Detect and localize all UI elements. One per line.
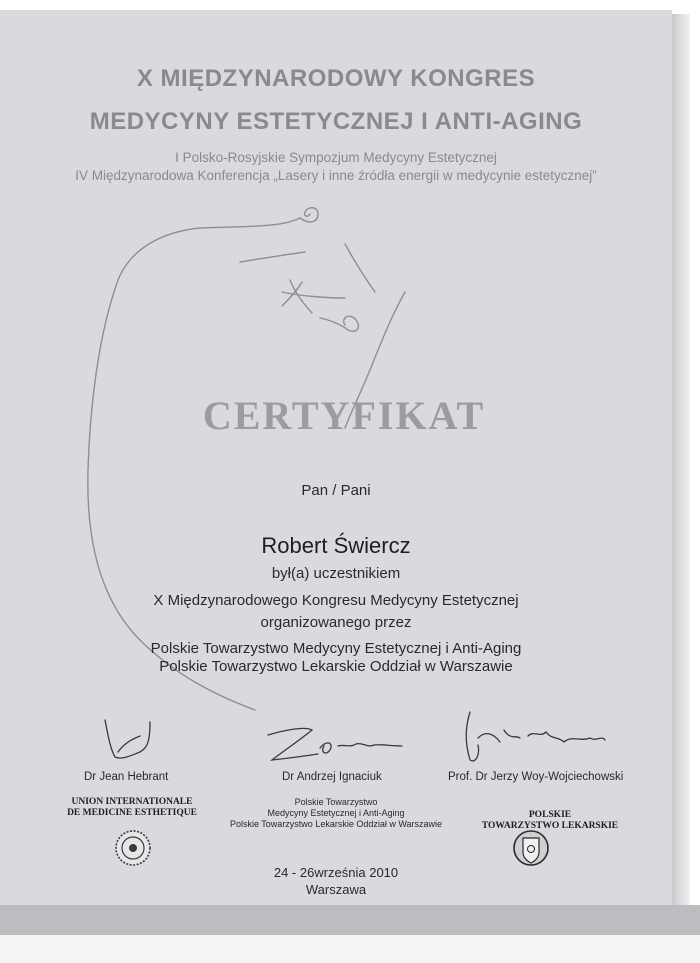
org-uime-line1: UNION INTERNATIONALE — [71, 797, 193, 807]
conference-subtitle: IV Międzynarodowa Konferencja „Lasery i inne źródła energii w medycynie estetycznej” — [75, 168, 597, 183]
certificate-heading: CERTYFIKAT — [202, 393, 486, 438]
org-uime-line2: DE MEDICINE ESTHETIQUE — [67, 808, 197, 818]
organized-by-line: organizowanego przez — [260, 614, 412, 631]
org-ptl-line1: POLSKIE — [528, 810, 572, 820]
signatory-name-hebrant: Dr Jean Hebrant — [84, 771, 169, 783]
symposium-subtitle: I Polsko-Rosyjskie Sympozjum Medycyny Estetycznej — [175, 150, 497, 165]
org-ptl-line2: TOWARZYSTWO LEKARSKIE — [481, 821, 619, 831]
salutation: Pan / Pani — [301, 482, 371, 499]
congress-title-line2: MEDYCYNY ESTETYCZNEJ I ANTI-AGING — [89, 108, 583, 135]
event-date: 24 - 26września 2010 — [273, 865, 399, 880]
organizer-line1: Polskie Towarzystwo Medycyny Estetycznej i Anti-Aging — [150, 640, 522, 657]
recipient-name: Robert Świercz — [261, 533, 411, 558]
ptl-emblem-icon — [514, 831, 548, 865]
signatory-name-woy-wojciechowski: Prof. Dr Jerzy Woy-Wojciechowski — [448, 771, 624, 783]
event-place: Warszawa — [305, 882, 367, 897]
congress-name-line: X Międzynarodowego Kongresu Medycyny Estetycznej — [153, 592, 519, 609]
organizer-line2: Polskie Towarzystwo Lekarskie Oddział w Warszawie — [159, 658, 513, 675]
org-ptme-line2: Medycyny Estetycznej i Anti-Aging — [267, 808, 405, 818]
signatory-name-ignaciuk: Dr Andrzej Ignaciuk — [282, 771, 382, 783]
org-ptme-line1: Polskie Towarzystwo — [294, 797, 378, 807]
participation-line: był(a) uczestnikiem — [271, 565, 401, 582]
congress-title-line1: X MIĘDZYNARODOWY KONGRES — [136, 65, 536, 92]
org-ptme-line3: Polskie Towarzystwo Lekarskie Oddział w Warszawie — [229, 819, 443, 829]
uime-emblem-icon — [116, 831, 150, 865]
